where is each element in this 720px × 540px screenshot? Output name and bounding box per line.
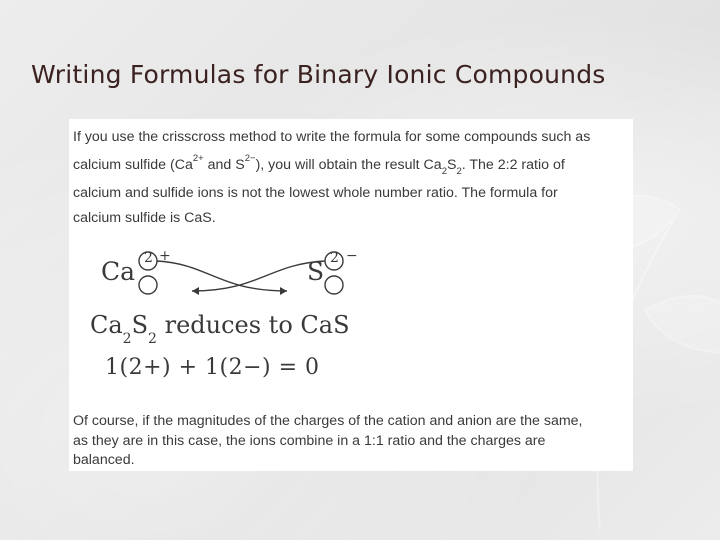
charge-balance-equation: 1(2+) + 1(2−) = 0 <box>105 355 320 380</box>
cation-symbol: Ca <box>101 257 136 286</box>
anion-charge-sign: − <box>346 248 358 264</box>
intro-paragraph <box>73 123 625 229</box>
conclusion-line-2: as they are in this case, the ions combine in a 1:1 ratio and the charges are <box>73 432 546 449</box>
cation-charge-number: 2 <box>144 250 153 266</box>
cation-charge-sign: + <box>159 248 171 264</box>
intro-line-3: calcium and sulfide ions is not the lowest whole number ratio. The formula for <box>73 185 558 201</box>
slide-title: Writing Formulas for Binary Ionic Compounds <box>31 60 606 89</box>
crisscross-diagram <box>69 244 389 389</box>
anion-charge-number: 2 <box>330 250 339 266</box>
intro-line-1: If you use the crisscross method to write the formula for some compounds such as <box>73 129 591 145</box>
intro-line-4: calcium sulfide is CaS. <box>73 210 216 226</box>
conclusion-line-1: Of course, if the magnitudes of the charges of the cation and anion are the same, <box>73 413 583 429</box>
conclusion-paragraph <box>73 412 625 471</box>
intro-line-2: calcium sulfide ($Ca^{2+}$ and $S^{2-}$), you will obtain the result $Ca_2S_2$. The 2:2 ratio of <box>73 153 565 177</box>
anion-symbol: S <box>307 257 325 286</box>
reduction-statement: $Ca_2S_2$ reduces to CaS <box>90 311 350 347</box>
content-panel <box>69 119 633 471</box>
conclusion-line-3: balanced. <box>73 452 135 468</box>
